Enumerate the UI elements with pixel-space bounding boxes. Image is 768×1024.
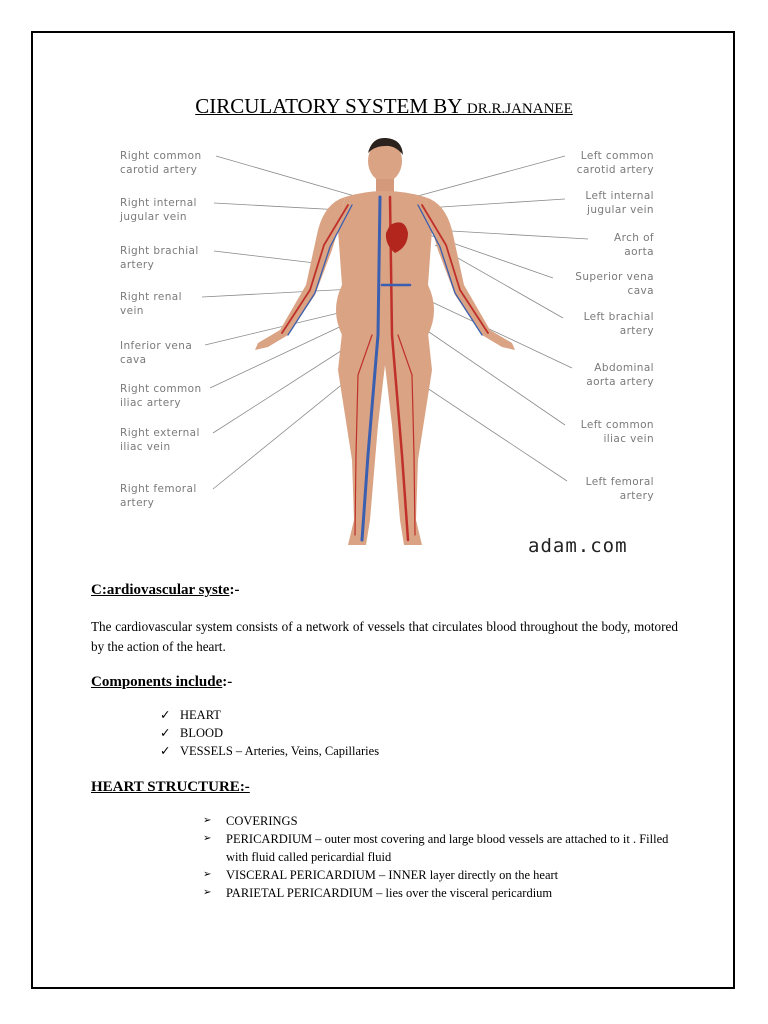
label-right-common-carotid-artery: Right common carotid artery bbox=[120, 150, 202, 176]
component-heart: HEART bbox=[180, 708, 221, 722]
heading-heart-structure bbox=[91, 779, 250, 796]
list-item bbox=[203, 812, 673, 830]
list-item bbox=[203, 830, 673, 866]
label-left-brachial-artery: Left brachial artery bbox=[583, 311, 654, 337]
list-item bbox=[160, 724, 379, 742]
body-silhouette bbox=[255, 138, 515, 545]
checkmark-icon: ✓ bbox=[160, 726, 171, 740]
label-left-internal-jugular-vein: Left internal jugular vein bbox=[585, 190, 654, 216]
heading-heart-structure-text: HEART STRUCTURE:- bbox=[91, 779, 250, 795]
heading-components-text: Components include bbox=[91, 674, 223, 690]
label-superior-vena-cava: Superior vena cava bbox=[575, 271, 654, 297]
component-blood: BLOOD bbox=[180, 726, 224, 740]
label-right-internal-jugular-vein: Right internal jugular vein bbox=[120, 197, 197, 223]
structure-visceral-pericardium: VISCERAL PERICARDIUM – INNER layer directly on the heart bbox=[226, 868, 559, 882]
label-arch-of-aorta: Arch of aorta bbox=[614, 232, 654, 258]
heading-components-include bbox=[91, 674, 232, 691]
structure-parietal-pericardium: PARIETAL PERICARDIUM – lies over the visceral pericardium bbox=[226, 886, 553, 900]
document-title bbox=[0, 94, 768, 119]
title-main: CIRCULATORY SYSTEM BY bbox=[195, 94, 467, 118]
label-right-femoral-artery: Right femoral artery bbox=[120, 483, 197, 509]
heading-cardiovascular-suffix: :- bbox=[229, 582, 240, 598]
arrow-bullet-icon: ➢ bbox=[203, 887, 212, 898]
label-right-common-iliac-artery: Right common iliac artery bbox=[120, 383, 202, 409]
label-left-femoral-artery: Left femoral artery bbox=[585, 476, 654, 502]
list-item bbox=[203, 884, 673, 902]
image-credit: adam.com bbox=[528, 535, 628, 557]
label-right-external-iliac-vein: Right external iliac vein bbox=[120, 427, 200, 453]
heart-structure-list bbox=[203, 812, 673, 902]
arrow-bullet-icon: ➢ bbox=[203, 833, 212, 844]
heading-cardiovascular-text: C:ardiovascular syste bbox=[91, 582, 230, 598]
list-item bbox=[160, 706, 379, 724]
checkmark-icon: ✓ bbox=[160, 708, 171, 722]
components-list bbox=[160, 706, 379, 760]
component-vessels: VESSELS – Arteries, Veins, Capillaries bbox=[180, 744, 380, 758]
label-left-common-carotid-artery: Left common carotid artery bbox=[576, 150, 654, 176]
title-author: DR.R.JANANEE bbox=[466, 101, 573, 117]
heading-components-suffix: :- bbox=[222, 674, 233, 690]
arrow-bullet-icon: ➢ bbox=[203, 815, 212, 826]
label-right-brachial-artery: Right brachial artery bbox=[120, 245, 199, 271]
structure-pericardium: PERICARDIUM – outer most covering and large blood vessels are attached to it . Filled with fluid called pericardial fluid bbox=[226, 832, 669, 864]
arrow-bullet-icon: ➢ bbox=[203, 869, 212, 880]
label-abdominal-aorta-artery: Abdominal aorta artery bbox=[586, 362, 654, 388]
checkmark-icon: ✓ bbox=[160, 744, 171, 758]
list-item bbox=[203, 866, 673, 884]
label-left-common-iliac-vein: Left common iliac vein bbox=[580, 419, 654, 445]
cardiovascular-paragraph: The cardiovascular system consists of a network of vessels that circulates blood throughout the body, motored by the action of the heart. bbox=[91, 619, 678, 654]
list-item bbox=[160, 742, 379, 760]
label-right-renal-vein: Right renal vein bbox=[120, 291, 182, 317]
structure-coverings: COVERINGS bbox=[226, 814, 298, 828]
heading-cardiovascular-system bbox=[91, 582, 239, 599]
label-inferior-vena-cava: Inferior vena cava bbox=[120, 340, 193, 366]
circulatory-figure bbox=[110, 135, 680, 565]
